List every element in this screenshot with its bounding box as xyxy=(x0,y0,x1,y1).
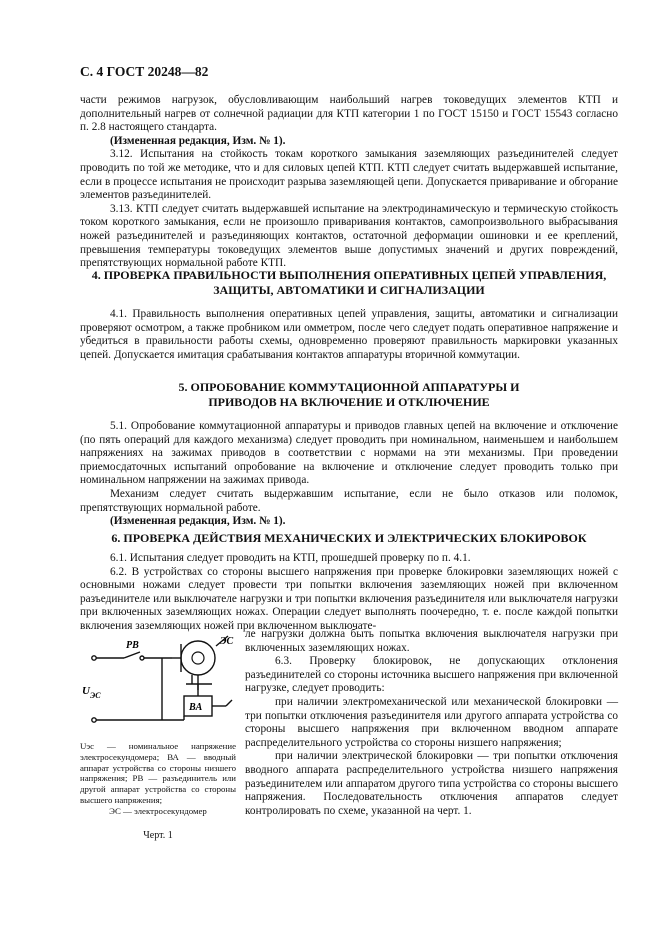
paragraph-3-12: 3.12. Испытания на стойкость токам короткого замыкания заземляющих разъединителей следует проводить по той же методике, что и для силовых цепей КТП. КТП следует считать выдержавшей испытание, если в процессе испытания не происходит разрыва заземляющей цепи. Допускается приваривание и обгорание элементов разъединителей. xyxy=(80,148,618,202)
section-6-body xyxy=(80,552,618,634)
label-pb: PB xyxy=(126,640,139,651)
paragraph-3-13: 3.13. КТП следует считать выдержавшей испытание на электродинамическую и термическую стойкость током короткого замыкания, если не произошло приваривания контактов, самопроизвольного выбрасывания ножей разъединителей и разъединяющих контактов, остаточной деформации ошиновки и ее креплений, превышения температуры токоведущих элементов выше допустимых значений и других повреждений, препятствующих нормальной работе КТП. xyxy=(80,202,618,270)
paragraph-6-2: 6.2. В устройствах со стороны высшего напряжения при проверке блокировки заземляющих ножей с основными ножами следует провести три попытки включения заземляющих ножей при включенном разъединителе или выключателе нагрузки и три попытки включения разъединителя или выключателя нагрузки при включенных заземляющих ножах. Операции следует выполнять поочередно, т. е. после каждой попытки включения заземляющих ножей при включенном выключате- xyxy=(80,565,618,632)
figure-legend xyxy=(80,741,236,817)
label-u: U xyxy=(82,685,90,697)
section-4-title: 4. ПРОВЕРКА ПРАВИЛЬНОСТИ ВЫПОЛНЕНИЯ ОПЕРАТИВНЫХ ЦЕПЕЙ УПРАВЛЕНИЯ, ЗАЩИТЫ, АВТОМАТИКИ И СИГНАЛИЗАЦИИ xyxy=(91,268,607,297)
wrapped-text-column xyxy=(245,628,618,818)
label-ba: BA xyxy=(189,702,203,713)
section-5-body xyxy=(80,420,618,529)
page-header: С. 4 ГОСТ 20248—82 xyxy=(80,64,209,79)
label-ec: ЭС xyxy=(220,636,234,647)
paragraph-6-1: 6.1. Испытания следует проводить на КТП, прошедшей проверку по п. 4.1. xyxy=(110,552,471,564)
intro-block xyxy=(80,94,618,271)
section-5-title: 5. ОПРОБОВАНИЕ КОММУТАЦИОННОЙ АППАРАТУРЫ И ПРИВОДОВ НА ВКЛЮЧЕНИЕ И ОТКЛЮЧЕНИЕ xyxy=(178,380,520,409)
section-4-body xyxy=(80,308,618,362)
legend-last: ЭС — электросекундомер xyxy=(109,805,207,816)
paragraph-5-1-b: Механизм следует считать выдержавшим испытание, если не было отказов или поломок, препятствующих нормальной работе. xyxy=(80,487,618,514)
section-6-title: 6. ПРОВЕРКА ДЕЙСТВИЯ МЕХАНИЧЕСКИХ И ЭЛЕКТРИЧЕСКИХ БЛОКИРОВОК xyxy=(111,531,587,545)
amendment-note: (Измененная редакция, Изм. № 1). xyxy=(110,134,286,147)
paragraph-6-3: 6.3. Проверку блокировок, не допускающих отклонения разъединителей со стороны источника высшего напряжения при включенной нагрузке, следует проводить: xyxy=(245,655,618,695)
figure-caption: Черт. 1 xyxy=(143,830,173,841)
paragraph-continued: части режимов нагрузок, обусловливающим наибольший нагрев токоведущих элементов КТП и дополнительный нагрев от солнечной радиации для КТП категории 1 по ГОСТ 15150 и ГОСТ 15543 согласно п. 2.8 настоящего стандарта. xyxy=(80,94,618,134)
amendment-note: (Измененная редакция, Изм. № 1). xyxy=(110,515,286,528)
circuit-diagram xyxy=(80,632,240,740)
paragraph-5-1: 5.1. Опробование коммутационной аппаратуры и приводов главных цепей на включение и отключение (по пять операций для каждого механизма) следует проводить при номинальном, наименьшем и наибольшем напряжениях на зажимах приводов в соответствии с нормами на эти механизмы. При проведении приемосдаточных испытаний опробование на включение и отключение следует проводить только при номинальном напряжении на зажимах привода. xyxy=(80,420,618,487)
paragraph-4-1: 4.1. Правильность выполнения оперативных цепей управления, защиты, автоматики и сигнализации проверяют осмотром, а также пробником или омметром, после чего следует подать оперативное напряжение и убедиться в правильности работы схемы, одновременно проверяют правильность маркировки указанных цепей. Допускается имитация срабатывания контактов аппаратуры вторичной коммутации. xyxy=(80,308,618,361)
paragraph-6-2-cont: ле нагрузки должна быть попытка включения выключателя нагрузки при включенных заземляющих ножах. xyxy=(245,628,618,654)
label-u-sub: ЭС xyxy=(90,691,101,700)
paragraph-6-3-b: при наличии электрической блокировки — три попытки отключения вводного аппарата распределительного устройства низшего напряжения разъединителем или аппаратом другого типа устройства со стороны высшего напряжения. Последовательность отключения аппаратов следует контролировать по схеме, указанной на черт. 1. xyxy=(245,750,618,817)
legend-text: Uэс — номинальное напряжение электросекундомера; ВА — вводный аппарат устройства со стороны низшего напряжения; РВ — разъединитель или другой аппарат устройства со стороны высшего напряжения; xyxy=(80,741,236,805)
paragraph-6-3-a: при наличии электромеханической или механической блокировки — три попытки отключения разъединителя или другого аппарата устройства со стороны высшего напряжения при включенном вводном аппарате распределительного устройства со стороны низшего напряжения; xyxy=(245,695,618,749)
